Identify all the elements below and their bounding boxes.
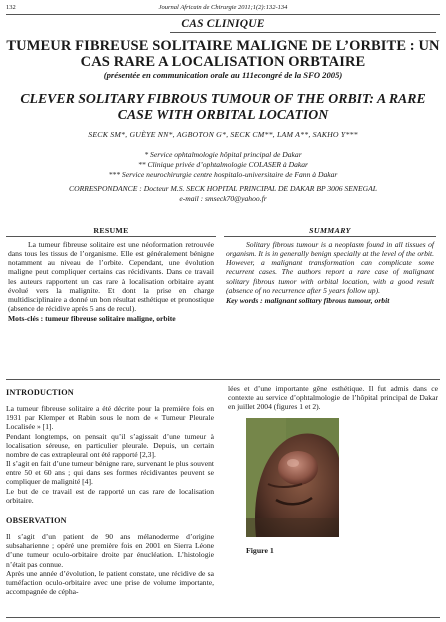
abstract-french xyxy=(8,240,214,323)
paragraph: Le but de ce travail est de rapporté un cas rare de localisation orbitaire. xyxy=(6,486,214,505)
body-column-left xyxy=(6,388,214,596)
clinical-photo xyxy=(246,418,339,537)
abstract-heading-english: SUMMARY xyxy=(309,226,351,235)
figure-caption: Figure 1 xyxy=(246,546,274,555)
correspondence-email: e-mail : smseck70@yahoo.fr xyxy=(179,193,267,203)
section-rule xyxy=(170,32,436,33)
abstract-keywords: Mots-clés : tumeur fibreuse solitaire maligne, orbite xyxy=(8,314,176,324)
header-rule xyxy=(6,14,440,15)
abstract-text: La tumeur fibreuse solitaire est une néoformation retrouvée dans tous les tissus de l’organisme. Elle est généralement bénigne notamment au niveau de l’orbite. Cependant, une évolution maligne peut compliquer certains cas récidivants. Dans ce travail les auteurs rapportent un cas rare à localisation orbitaire ayant évolué vers la malignite. Et dont la prise en charge multidisciplinaire a donné un bon résultat esthétique et pronostique (absence de récidive après 5 ans de recul). xyxy=(8,240,214,314)
paragraph: Après une année d’évolution, le patient constate, une récidive de sa tuméfaction oculo-orbitaire avec une prise de volume importante, accompagnée de cépha- xyxy=(6,568,214,596)
section-label: CAS CLINIQUE xyxy=(181,18,265,30)
observation-heading: OBSERVATION xyxy=(6,515,67,525)
body-column-right xyxy=(228,384,438,411)
abstract-english xyxy=(226,240,434,305)
article-subtitle-french: (présentée en communication orale au 111econgré de la SFO 2005) xyxy=(103,70,343,80)
footer-rule xyxy=(6,617,440,618)
correspondence xyxy=(6,184,440,204)
paragraph: Pendant longtemps, on pensait qu’il s’agissait d’une tumeur à localisation séreuse, en particulier pleurale. Depuis, un certain nombre de cas extrapleural ont été rapporté [2,3]. xyxy=(6,431,214,459)
affiliation: * Service ophtalmologie hôpital principal de Dakar xyxy=(144,150,302,159)
affiliation: ** Clinique privée d’ophtalmologie COLASER à Dakar xyxy=(138,159,308,169)
paragraph: La tumeur fibreuse solitaire a été décrite pour la première fois en 1931 par Klemper et Rabin sous le nom de « Tumeur Pleurale Localisée » [1]. xyxy=(6,404,214,432)
abstract-heading-french: RESUME xyxy=(93,226,129,235)
author-list: SECK SM*, GUÈYE NN*, AGBOTON G*, SECK CM**, LAM A**, SAKHO Y*** xyxy=(88,130,358,139)
paragraph: Il s’agit d’un patient de 90 ans mélanoderme d’origine subsaharienne ; opéré une première fois en 2001 en Sierra Léone d’une tumeur oculo-orbitaire droite par énucléation. L’histologie n’était pas connue. xyxy=(6,532,214,569)
abstract-text: Solitary fibrous tumour is a neoplasm found in all tissues of organism. It is in generally benign specially at the level of the orbit. However, a malignant transformation can complicate some recurrent cases. The authors report a rare case of malignant solitary fibrous tumor with orbital location, with a good result (absence of no recurrence after 5 years follow up). xyxy=(226,240,434,295)
observation-body xyxy=(6,532,214,596)
affiliation: *** Service neurochirurgie centre hospitalo-universitaire de Fann à Dakar xyxy=(108,169,338,179)
paragraph: Il s’agit en fait d’une tumeur bénigne rare, survenant le plus souvent entre 50 et 60 ans ; qui dans ses formes récidivantes peuvent se compliquer de malignité [4]. xyxy=(6,459,214,487)
introduction-body xyxy=(6,404,214,505)
clinical-photo-image xyxy=(246,418,339,537)
abstract-rule xyxy=(6,236,216,237)
journal-reference: Journal Africain de Chirurgie 2011;1(2):132-134 xyxy=(158,4,288,11)
abstract-rule xyxy=(224,236,436,237)
introduction-heading: INTRODUCTION xyxy=(6,388,74,397)
affiliations xyxy=(6,150,440,179)
paragraph: lées et d’une importante gêne esthétique. Il fut admis dans ce contexte au service d’ophtalmologie de l’hôpital principal de Dakar en juillet 2004 (figures 1 et 2). xyxy=(228,384,438,412)
article-title-french: TUMEUR FIBREUSE SOLITAIRE MALIGNE DE L’ORBITE : UN CAS RARE A LOCALISATION ORBTAIRE xyxy=(6,38,440,70)
section-divider xyxy=(6,379,440,380)
page-number: 132 xyxy=(6,4,16,11)
article-title-english: CLEVER SOLITARY FIBROUS TUMOUR OF THE ORBIT: A RARE CASE WITH ORBITAL LOCATION xyxy=(20,91,426,122)
abstract-keywords: Key words : malignant solitary fibrous tumour, orbit xyxy=(226,295,390,305)
correspondence-address: CORRESPONDANCE : Docteur M.S. SECK HOPITAL PRINCIPAL DE DAKAR BP 3006 SENEGAL xyxy=(69,184,377,193)
